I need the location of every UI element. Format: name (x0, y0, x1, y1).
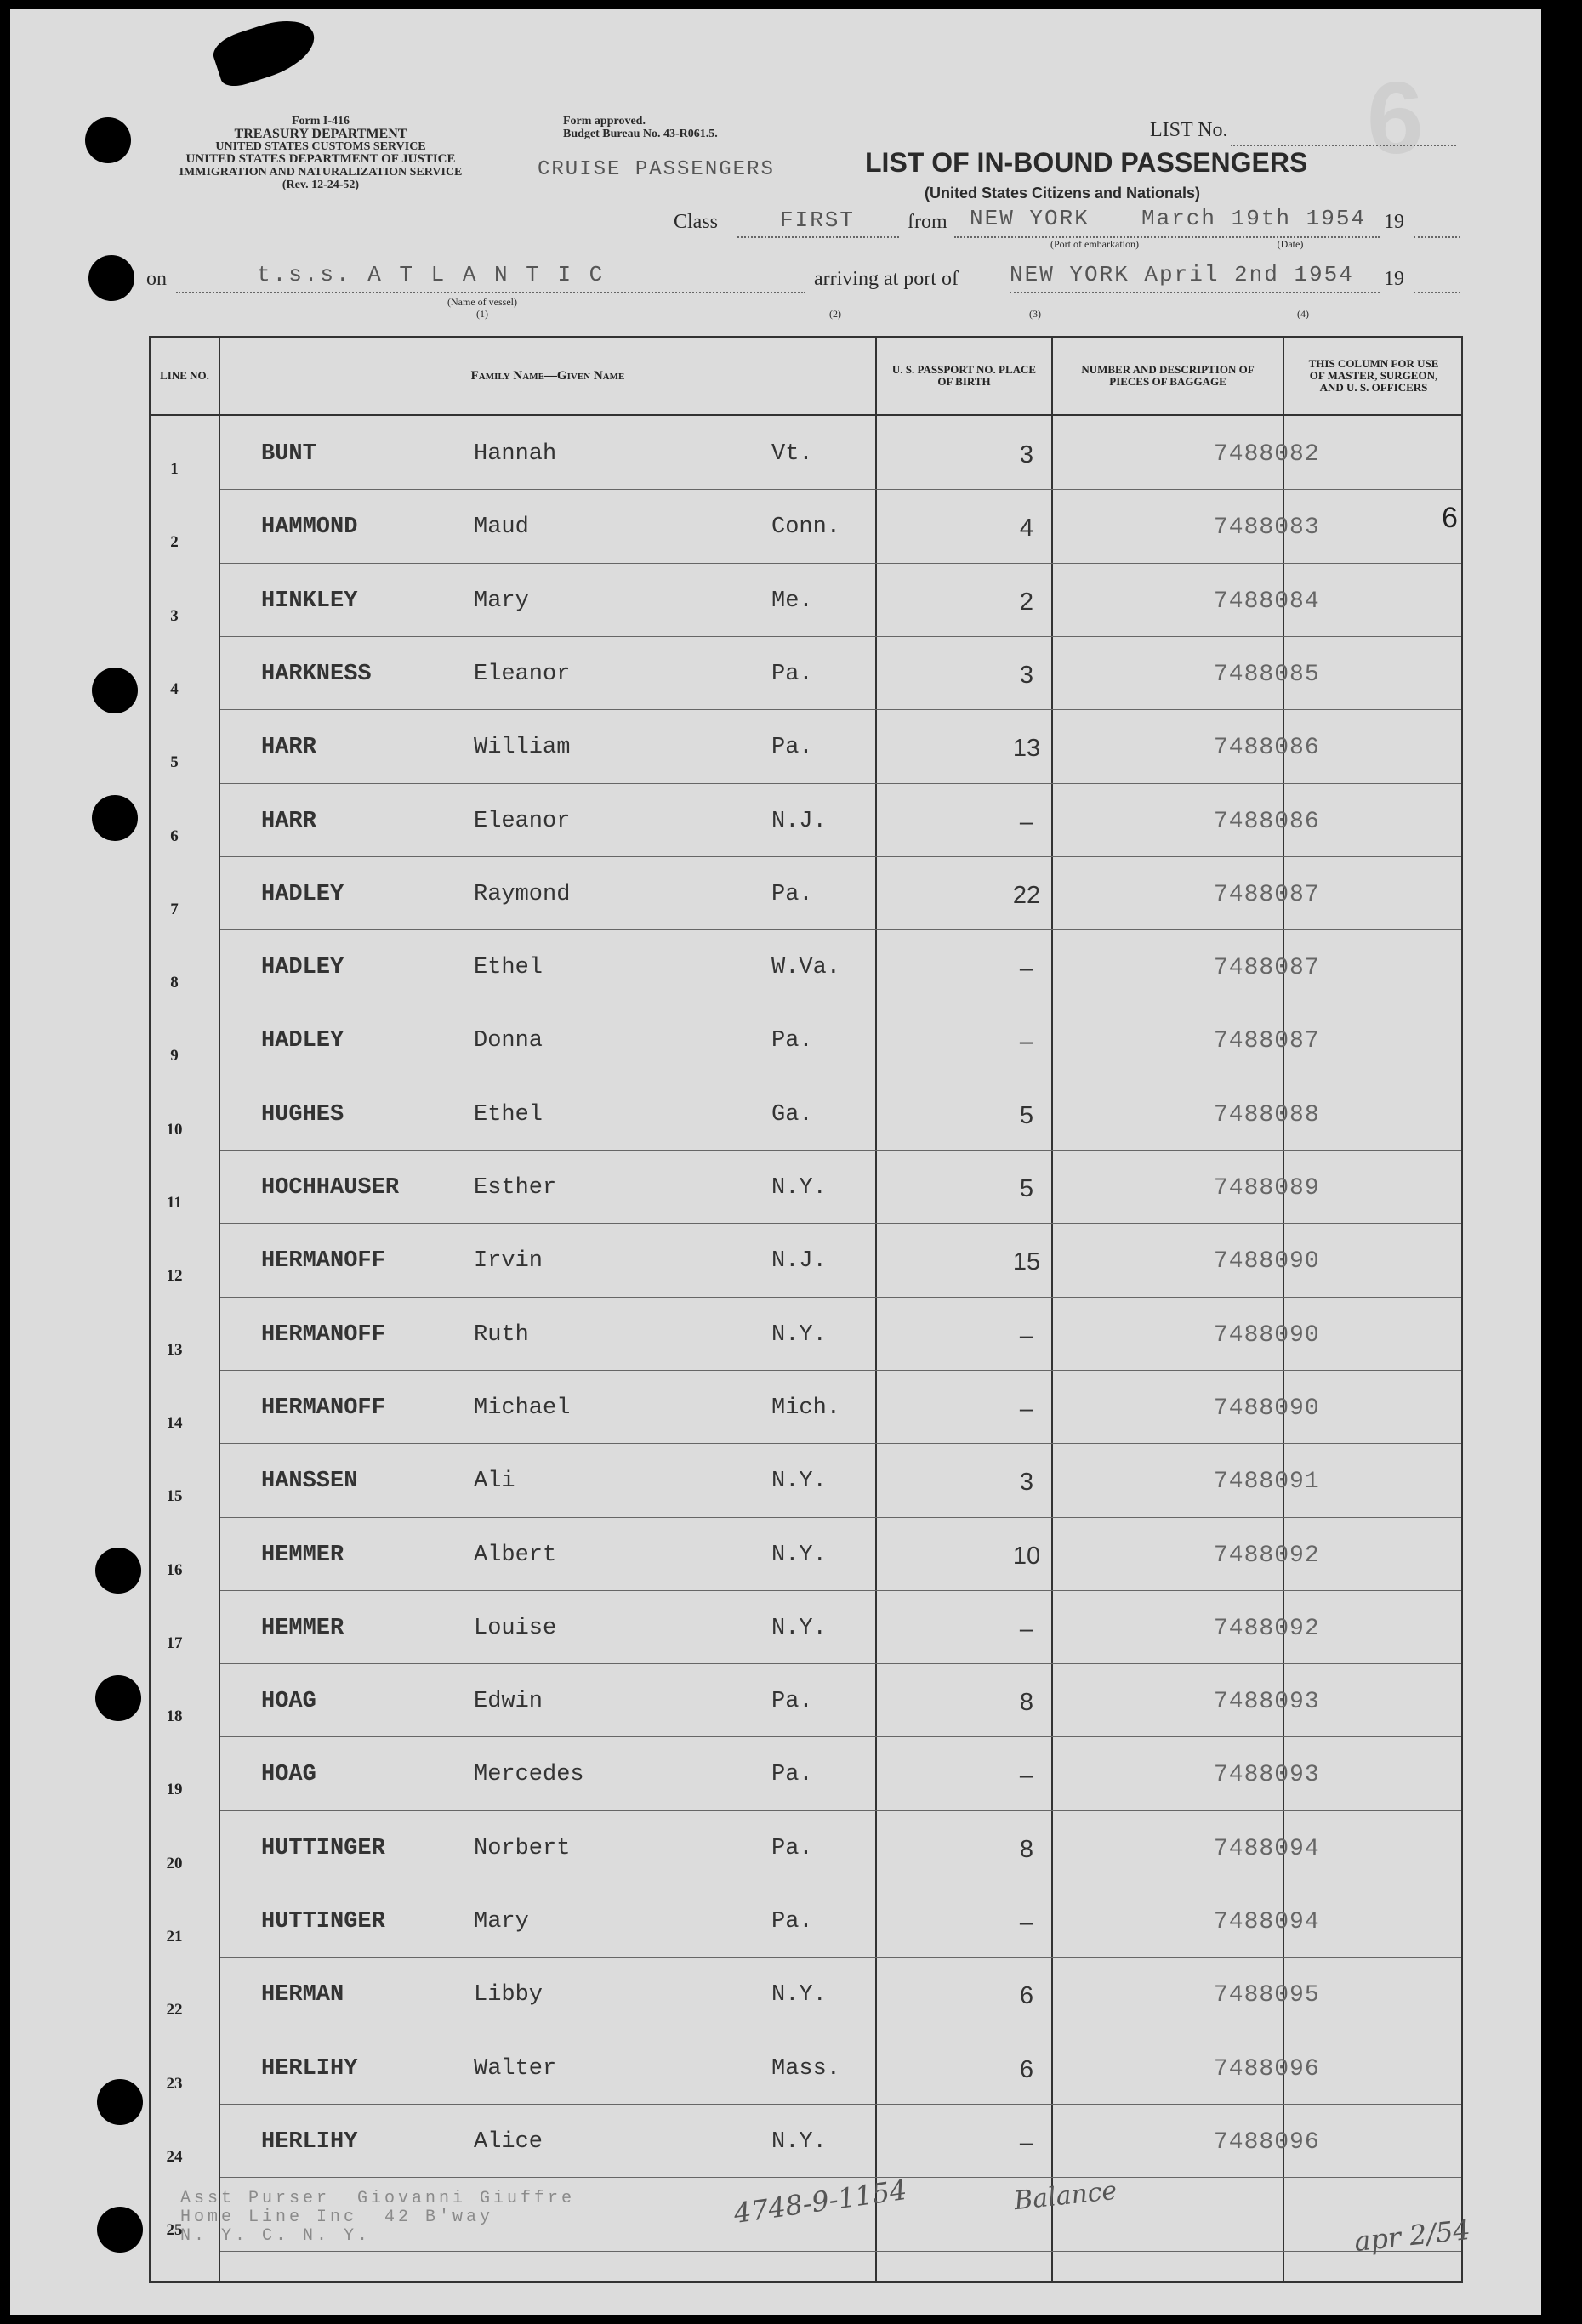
line-number: 8 (170, 974, 179, 992)
arriving-label: arriving at port of (814, 268, 959, 290)
table-row (151, 1884, 1461, 1957)
place-of-birth: N.Y. (771, 1542, 827, 1568)
budget-bureau: Budget Bureau No. 43-R061.5. (563, 128, 718, 140)
officer-number: 7488090 (1214, 1321, 1320, 1349)
form-revision: (Rev. 12-24-52) (282, 179, 360, 191)
torn-corner (209, 11, 322, 91)
given-name: Eleanor (474, 661, 571, 687)
place-of-birth: N.Y. (771, 1175, 827, 1201)
caption-3: (3) (1029, 308, 1041, 320)
baggage-count: 22 (1012, 881, 1041, 909)
punch-hole (97, 2207, 143, 2253)
line-number: 24 (166, 2147, 183, 2166)
officer-number: 7488086 (1214, 808, 1320, 835)
given-name: Irvin (474, 1248, 543, 1275)
baggage-count: 4 (1019, 514, 1034, 543)
officer-number: 7488087 (1214, 955, 1320, 982)
family-name: HARKNESS (261, 661, 372, 687)
punch-hole (95, 1548, 141, 1594)
given-name: Mary (474, 1909, 529, 1935)
officer-number: 7488083 (1214, 514, 1320, 542)
family-name: HAMMOND (261, 514, 358, 541)
family-name: HERMANOFF (261, 1321, 385, 1348)
place-of-birth: Pa. (771, 881, 813, 907)
handwritten-number: 4748-9-1154 (731, 2173, 909, 2230)
class-line (737, 236, 899, 238)
baggage-count: 13 (1012, 735, 1041, 763)
family-name: HOAG (261, 1689, 316, 1715)
line-number: 17 (166, 1634, 183, 1652)
class-value: FIRST (780, 207, 856, 233)
table-row (151, 709, 1461, 782)
place-of-birth: Me. (771, 588, 813, 614)
baggage-count: 8 (1019, 1835, 1034, 1863)
officer-number: 7488092 (1214, 1542, 1320, 1569)
line-number: 22 (166, 2001, 183, 2020)
baggage-count: – (1019, 955, 1034, 983)
place-of-birth: Mass. (771, 2055, 841, 2082)
vessel-name: t.s.s. A T L A N T I C (257, 262, 606, 287)
document-page (10, 9, 1541, 2315)
punch-hole (85, 117, 131, 163)
table-row (151, 2031, 1461, 2104)
table-row (151, 1297, 1461, 1370)
table-row (151, 1150, 1461, 1223)
col-header-baggage: NUMBER AND DESCRIPTION OF PIECES OF BAGGAGE (1081, 363, 1255, 388)
line-number: 13 (166, 1340, 183, 1359)
given-name: Maud (474, 514, 529, 541)
table-row (151, 1810, 1461, 1884)
line-number: 10 (166, 1120, 183, 1139)
arrival-line (1010, 292, 1380, 293)
col-header-name: Family Name—Given Name (470, 369, 625, 383)
place-of-birth: N.Y. (771, 1321, 827, 1348)
line-number: 19 (166, 1781, 183, 1799)
family-name: HERMAN (261, 1982, 344, 2009)
col-header-passport: U. S. PASSPORT NO. PLACE OF BIRTH (891, 363, 1037, 388)
line-number: 16 (166, 1560, 183, 1579)
table-row (151, 1736, 1461, 1810)
form-header-departments (176, 115, 465, 191)
baggage-count: 3 (1019, 661, 1034, 689)
year2-label: 19 (1384, 268, 1404, 290)
handwritten-balance: Balance (1012, 2175, 1118, 2217)
vessel-caption: (Name of vessel) (447, 296, 517, 308)
date-value: March 19th 1954 (1141, 206, 1367, 231)
given-name: Mary (474, 588, 529, 614)
line-number: 11 (167, 1194, 182, 1212)
baggage-count: – (1019, 1395, 1034, 1423)
officer-number: 7488096 (1214, 2055, 1320, 2083)
list-no-line (1231, 145, 1456, 146)
caption-4: (4) (1297, 308, 1309, 320)
line-number: 3 (170, 606, 179, 625)
handwritten-date: apr 2/54 (1352, 2213, 1472, 2259)
place-of-birth: N.Y. (771, 1469, 827, 1495)
table-row (151, 1077, 1461, 1150)
city-line: N. Y. C. N. Y. (180, 2226, 372, 2246)
baggage-count: 2 (1019, 588, 1034, 616)
punch-hole (92, 668, 138, 713)
table-row (151, 1443, 1461, 1516)
place-of-birth: Pa. (771, 1835, 813, 1861)
family-name: HINKLEY (261, 588, 358, 614)
family-name: HUGHES (261, 1101, 344, 1128)
family-name: HERLIHY (261, 2055, 358, 2082)
given-name: Ethel (474, 955, 543, 981)
place-of-birth: Pa. (771, 661, 813, 687)
punch-hole (92, 795, 138, 841)
line-number: 7 (170, 900, 179, 918)
line-number: 20 (166, 1854, 183, 1872)
baggage-count: 3 (1019, 1469, 1034, 1497)
officer-number: 7488082 (1214, 441, 1320, 468)
document-title: LIST OF IN-BOUND PASSENGERS (865, 147, 1308, 178)
family-name: HUTTINGER (261, 1909, 385, 1935)
officer-number: 7488087 (1214, 881, 1320, 908)
table-row (151, 856, 1461, 929)
corner-number: 6 (1367, 61, 1424, 175)
baggage-count: – (1019, 1909, 1034, 1936)
officer-number: 7488090 (1214, 1395, 1320, 1422)
given-name: Louise (474, 1615, 557, 1641)
baggage-count: 5 (1019, 1101, 1034, 1129)
baggage-count: – (1019, 1762, 1034, 1790)
officer-number: 7488086 (1214, 735, 1320, 762)
place-of-birth: N.J. (771, 1248, 827, 1275)
row-rule (220, 2251, 1461, 2252)
family-name: HADLEY (261, 955, 344, 981)
line-number: 15 (166, 1487, 183, 1506)
family-name: HERMANOFF (261, 1395, 385, 1421)
officer-number: 7488084 (1214, 588, 1320, 615)
dept-treasury: TREASURY DEPARTMENT (234, 127, 407, 141)
officer-number: 7488094 (1214, 1835, 1320, 1862)
given-name: Alice (474, 2128, 543, 2155)
punch-hole (88, 255, 134, 301)
line-number: 6 (170, 827, 179, 845)
embark-caption: (Port of embarkation) (1050, 238, 1139, 250)
place-of-birth: Pa. (771, 1689, 813, 1715)
line-number: 14 (166, 1413, 183, 1432)
given-name: Ethel (474, 1101, 543, 1128)
given-name: Mercedes (474, 1762, 584, 1788)
place-of-birth: Ga. (771, 1101, 813, 1128)
family-name: HADLEY (261, 1028, 344, 1054)
passenger-table (149, 336, 1463, 2283)
approved-line: Form approved. (563, 115, 646, 128)
family-name: HOCHHAUSER (261, 1175, 400, 1201)
place-of-birth: Conn. (771, 514, 841, 541)
table-row (151, 1370, 1461, 1443)
class-label: Class (674, 211, 719, 233)
family-name: HERLIHY (261, 2128, 358, 2155)
place-of-birth: Pa. (771, 1762, 813, 1788)
baggage-count: 10 (1012, 1542, 1041, 1570)
baggage-count: – (1019, 1321, 1034, 1350)
place-of-birth: Pa. (771, 1028, 813, 1054)
family-name: BUNT (261, 441, 316, 467)
given-name: William (474, 735, 571, 761)
given-name: Raymond (474, 881, 571, 907)
purser-signature-typed (180, 2190, 575, 2246)
given-name: Walter (474, 2055, 557, 2082)
cruise-passengers-stamp: CRUISE PASSENGERS (538, 158, 775, 181)
company-line: Home Line Inc 42 B'way (180, 2208, 494, 2227)
place-of-birth: N.Y. (771, 2128, 827, 2155)
table-row (151, 636, 1461, 709)
line-number: 2 (170, 533, 179, 552)
given-name: Donna (474, 1028, 543, 1054)
officer-number: 7488095 (1214, 1982, 1320, 2009)
baggage-count: – (1019, 1028, 1034, 1056)
baggage-count: 5 (1019, 1175, 1034, 1202)
table-row (151, 1003, 1461, 1076)
punch-hole (95, 1675, 141, 1721)
arrival-value: NEW YORK April 2nd 1954 (1010, 262, 1354, 287)
on-label: on (146, 268, 167, 290)
vessel-line (176, 292, 805, 293)
line-number: 12 (166, 1267, 183, 1286)
given-name: Norbert (474, 1835, 571, 1861)
given-name: Ali (474, 1469, 515, 1495)
family-name: HANSSEN (261, 1469, 358, 1495)
given-name: Esther (474, 1175, 557, 1201)
place-of-birth: Mich. (771, 1395, 841, 1421)
given-name: Libby (474, 1982, 543, 2009)
line-number: 4 (170, 679, 179, 698)
year-label: 19 (1384, 211, 1404, 233)
table-row (151, 416, 1461, 489)
baggage-count: 15 (1012, 1248, 1041, 1276)
table-row (151, 1590, 1461, 1663)
officer-number: 7488093 (1214, 1689, 1320, 1716)
punch-hole (97, 2079, 143, 2125)
family-name: HADLEY (261, 881, 344, 907)
col-header-line: LINE NO. (160, 369, 209, 382)
line-number: 1 (170, 460, 179, 478)
date-caption: (Date) (1277, 238, 1304, 250)
officer-number: 7488089 (1214, 1175, 1320, 1202)
year-line (1414, 236, 1460, 238)
line-number: 18 (166, 1707, 183, 1726)
caption-2: (2) (829, 308, 841, 320)
family-name: HERMANOFF (261, 1248, 385, 1275)
officer-number: 7488093 (1214, 1762, 1320, 1789)
table-row (151, 489, 1461, 562)
given-name: Ruth (474, 1321, 529, 1348)
dept-justice: UNITED STATES DEPARTMENT OF JUSTICE (185, 152, 456, 166)
document-subtitle: (United States Citizens and Nationals) (925, 185, 1201, 202)
given-name: Eleanor (474, 808, 571, 834)
form-approval (563, 115, 718, 140)
family-name: HUTTINGER (261, 1835, 385, 1861)
baggage-count: – (1019, 1615, 1034, 1643)
line-number: 5 (170, 753, 179, 772)
baggage-count: – (1019, 808, 1034, 836)
table-row (151, 929, 1461, 1003)
family-name: HARR (261, 735, 316, 761)
given-name: Hannah (474, 441, 557, 467)
table-row (151, 2104, 1461, 2177)
officer-number: 7488094 (1214, 1909, 1320, 1935)
line-number: 9 (170, 1047, 179, 1065)
table-row (151, 1663, 1461, 1736)
place-of-birth: Pa. (771, 735, 813, 761)
table-row (151, 783, 1461, 856)
family-name: HOAG (261, 1762, 316, 1788)
caption-1: (1) (476, 308, 488, 320)
table-row (151, 1223, 1461, 1296)
col-header-officers: THIS COLUMN FOR USE OF MASTER, SURGEON, AND U. S. OFFICERS (1308, 357, 1439, 394)
from-label: from (908, 211, 947, 233)
line-number: 25 (166, 2221, 183, 2240)
given-name: Albert (474, 1542, 557, 1568)
officer-number: 7488096 (1214, 2128, 1320, 2156)
table-row (151, 563, 1461, 636)
margin-number: 6 (1442, 502, 1458, 534)
baggage-count: 8 (1019, 1689, 1034, 1717)
family-name: HEMMER (261, 1542, 344, 1568)
place-of-birth: N.Y. (771, 1615, 827, 1641)
table-row (151, 1957, 1461, 2030)
line-number: 23 (166, 2074, 183, 2093)
baggage-count: 3 (1019, 441, 1034, 469)
family-name: HEMMER (261, 1615, 344, 1641)
list-no-label: LIST No. (1150, 119, 1228, 141)
place-of-birth: N.J. (771, 808, 827, 834)
purser-line: Asst Purser Giovanni Giuffre (180, 2189, 576, 2208)
table-row (151, 1517, 1461, 1590)
family-name: HARR (261, 808, 316, 834)
baggage-count: 6 (1019, 2055, 1034, 2083)
year2-line (1414, 292, 1460, 293)
form-id: Form I-416 (291, 115, 350, 128)
dept-ins: IMMIGRATION AND NATURALIZATION SERVICE (179, 166, 463, 179)
given-name: Michael (474, 1395, 571, 1421)
dept-customs: UNITED STATES CUSTOMS SERVICE (215, 140, 426, 153)
place-of-birth: W.Va. (771, 955, 841, 981)
place-of-birth: Vt. (771, 441, 813, 467)
officer-number: 7488092 (1214, 1615, 1320, 1642)
given-name: Edwin (474, 1689, 543, 1715)
from-value: NEW YORK (970, 206, 1090, 231)
officer-number: 7488088 (1214, 1101, 1320, 1128)
baggage-count: – (1019, 2128, 1034, 2156)
baggage-count: 6 (1019, 1982, 1034, 2010)
place-of-birth: N.Y. (771, 1982, 827, 2009)
officer-number: 7488085 (1214, 661, 1320, 688)
place-of-birth: Pa. (771, 1909, 813, 1935)
line-number: 21 (166, 1928, 183, 1946)
officer-number: 7488087 (1214, 1028, 1320, 1055)
officer-number: 7488090 (1214, 1248, 1320, 1276)
officer-number: 7488091 (1214, 1469, 1320, 1496)
